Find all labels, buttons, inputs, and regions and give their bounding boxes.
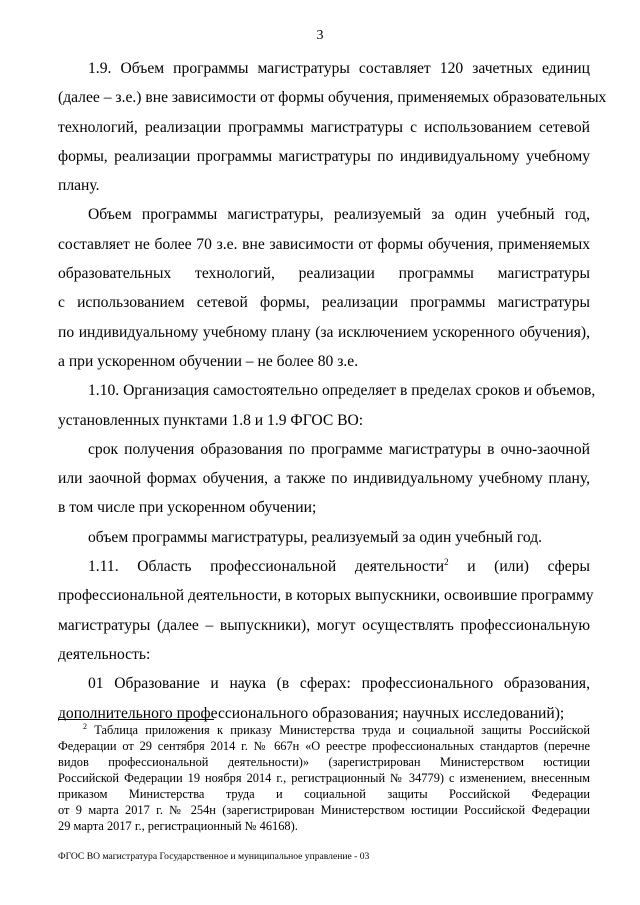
item-term-line-1: срок получения образования по программе магистратуры в очно-заочной — [88, 440, 590, 458]
paragraph-volume-line-1: Объем программы магистратуры, реализуемый за один учебный год, — [88, 206, 590, 224]
footnote-divider — [58, 719, 214, 720]
paragraph-1-9-line-3: технологий, реализации программы магистратуры с использованием сетевой — [58, 118, 590, 136]
paragraph-volume-line-4: с использованием сетевой формы, реализации программы магистратуры — [58, 294, 590, 312]
paragraph-1-11-line-3: магистратуры (далее – выпускники), могут осуществлять профессиональную — [58, 616, 590, 634]
paragraph-1-11-line-2: профессиональной деятельности, в которых выпускники, освоившие программу — [58, 587, 594, 605]
item-01-line-1: 01 Образование и наука (в сферах: профессионального образования, — [88, 675, 590, 693]
item-term-line-3: в том числе при ускоренном обучении; — [58, 499, 317, 517]
footnote-line-3: видов профессиональной деятельности)» (зарегистрирован Министерством юстиции — [58, 755, 590, 769]
item-01-line-2: дополнительного профессионального образования; научных исследований); — [58, 704, 565, 722]
footnote-reference: 2 — [444, 557, 449, 568]
footnote-marker: 2 — [83, 722, 87, 731]
paragraph-1-11-line-1 — [58, 552, 590, 581]
paragraph-1-9-line-1: 1.9. Объем программы магистратуры составляет 120 зачетных единиц — [88, 60, 590, 77]
footnote — [58, 722, 590, 834]
footnote-line-7: 29 марта 2017 г., регистрационный № 46168). — [58, 819, 298, 833]
paragraph-1-9-line-4: формы, реализации программы магистратуры по индивидуальному учебному — [58, 147, 590, 165]
paragraph-volume-line-5: по индивидуальному учебному плану (за исключением ускоренного обучения), — [58, 323, 590, 341]
paragraph-1-9-line-5: плану. — [58, 177, 100, 195]
footnote-line-1-text: Таблица приложения к приказу Министерства труда и социальной защиты Российской — [94, 723, 590, 737]
item-term-line-2: или заочной формах обучения, а также по индивидуальному учебному плану, — [58, 470, 590, 488]
paragraph-volume-line-6: а при ускоренном обучении – не более 80 з.е. — [58, 352, 359, 370]
footnote-line-4: Российской Федерации 19 ноября 2014 г., регистрационный № 34779) с изменением, внесенным — [58, 771, 590, 785]
item-volume-line: объем программы магистратуры, реализуемый за один учебный год. — [88, 528, 543, 546]
paragraph-volume-line-2: составляет не более 70 з.е. вне зависимости от формы обучения, применяемых — [58, 235, 590, 253]
footnote-line-1 — [58, 722, 590, 738]
document-body — [58, 54, 607, 728]
page-number: 3 — [316, 28, 324, 43]
footnote-line-5: приказом Министерства труда и социальной защиты Российской Федерации — [58, 787, 590, 801]
paragraph-1-11-text-a: 1.11. Область профессиональной деятельности — [88, 558, 445, 576]
footnote-line-6: от 9 марта 2017 г. № 254н (зарегистрирован Министерством юстиции Российской Федерации — [58, 803, 590, 817]
paragraph-1-11-line-4: деятельность: — [58, 645, 151, 663]
page-footer: ФГОС ВО магистратура Государственное и муниципальное управление - 03 — [58, 851, 370, 862]
paragraph-1-9-line-2: (далее – з.е.) вне зависимости от формы обучения, применяемых образовательных — [58, 89, 607, 107]
footnote-line-2: Федерации от 29 сентября 2014 г. № 667н «О реестре профессиональных стандартов (перечне — [58, 739, 590, 753]
paragraph-volume-line-3: образовательных технологий, реализации программы магистратуры — [58, 265, 590, 283]
paragraph-1-10-line-2: установленных пунктами 1.8 и 1.9 ФГОС ВО: — [58, 411, 364, 429]
paragraph-1-11-text-b: и (или) сферы — [467, 558, 590, 576]
paragraph-1-10-line-1: 1.10. Организация самостоятельно определяет в пределах сроков и объемов, — [88, 382, 596, 400]
